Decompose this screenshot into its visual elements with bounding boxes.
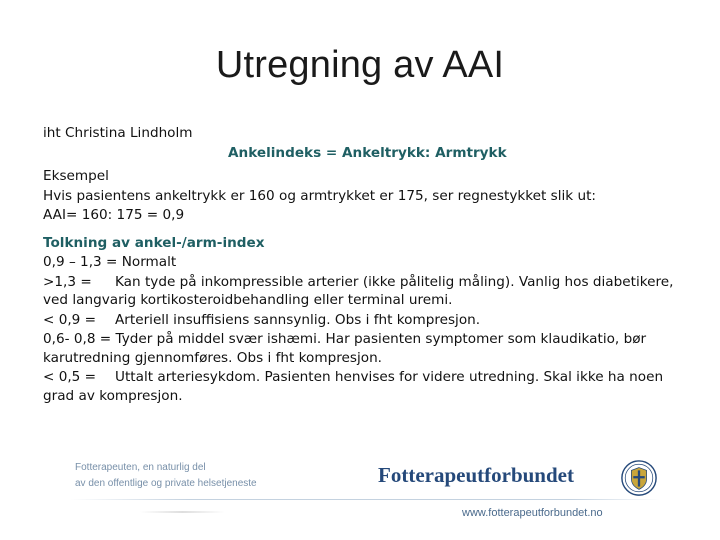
- footer-decoration: [140, 511, 225, 513]
- tagline-line: av den offentlige og private helsetjeneste: [75, 478, 257, 489]
- interpretation-text: Uttalt arteriesykdom. Pasienten henvises for videre utredning. Skal ikke ha noen grad av kompresjon.: [43, 369, 664, 404]
- author-line: iht Christina Lindholm: [43, 125, 193, 141]
- interpretation-text: Tyder på middel svær ishæmi. Har pasienten symptomer som klaudikatio, bør karutredning gjennomføres. Obs i fht kompresjon.: [43, 331, 647, 366]
- example-text: Hvis pasientens ankeltrykk er 160 og armtrykket er 175, ser regnestykket slik ut:: [43, 187, 596, 204]
- interpretation-text: Kan tyde på inkompressible arterier (ikke pålitelig måling). Vanlig hos diabetikere, ved langvarig kortikosteroidbehandling eller terminal uremi.: [43, 273, 674, 308]
- interpretation-range: < 0,9 =: [43, 311, 97, 328]
- tagline-line: Fotterapeuten, en naturlig del: [75, 462, 206, 473]
- interpretation-item: [43, 330, 683, 367]
- footer-divider: [70, 499, 660, 500]
- formula: Ankelindeks = Ankeltrykk: Armtrykk: [228, 144, 507, 161]
- footer: [0, 455, 720, 540]
- interpretation-range: < 0,5 =: [43, 369, 97, 385]
- spacer: [43, 226, 683, 234]
- interpretation-range: >1,3 =: [43, 273, 92, 290]
- interpretation-item: [43, 253, 683, 273]
- website-url: www.fotterapeutforbundet.no: [462, 507, 603, 519]
- interpretation-range: 0,9 – 1,3 = Normalt: [43, 254, 177, 270]
- interpretation-item: [43, 368, 683, 405]
- interpretation-item: [43, 311, 683, 330]
- interpretation-text: Arteriell insuffisiens sannsynlig. Obs i fht kompresjon.: [115, 311, 481, 328]
- slide-title: Utregning av AAI: [215, 44, 505, 86]
- interpretation-item: [43, 273, 683, 310]
- association-emblem-icon: [620, 459, 658, 497]
- example-calculation: AAI= 160: 175 = 0,9: [43, 207, 185, 223]
- footer-tagline: [75, 460, 325, 492]
- slide-body: [43, 124, 683, 406]
- example-label: Eksempel: [43, 168, 109, 184]
- brand-name: Fotterapeutforbundet: [378, 463, 574, 487]
- interpretation-range: 0,6- 0,8 =: [43, 331, 112, 347]
- interpretation-heading: Tolkning av ankel-/arm-index: [43, 234, 265, 251]
